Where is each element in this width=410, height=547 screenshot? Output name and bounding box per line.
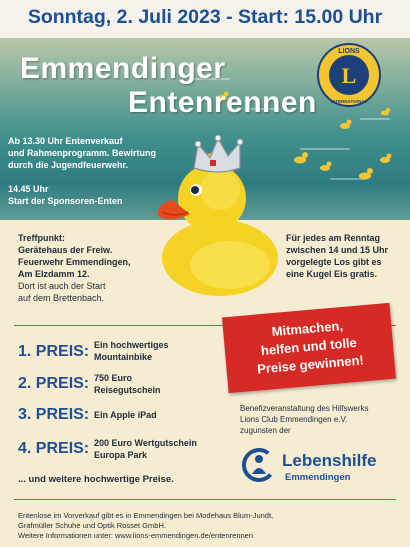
more-prizes-text: ... und weitere hochwertige Preise.	[18, 474, 174, 485]
prize-4-label: 4. PREIS:	[18, 440, 90, 457]
prize-3-desc: Ein Apple iPad	[94, 410, 157, 420]
prize-1-desc: Ein hochwertiges Mountainbike	[94, 340, 169, 362]
prize-2-label: 2. PREIS:	[18, 375, 90, 392]
svg-text:LIONS: LIONS	[338, 48, 360, 55]
sponsor-start-info: 14.45 Uhr Start der Sponsoren-Enten	[8, 184, 123, 206]
event-date-heading: Sonntag, 2. Juli 2023 - Start: 15.00 Uhr	[27, 6, 383, 28]
lebenshilfe-logo-icon	[242, 448, 276, 482]
website-link[interactable]: Weitere Informationen unter: www.lions-emmendingen.de/entenrennen	[18, 531, 253, 540]
title-line-2: Entenrennen	[128, 86, 317, 119]
meeting-point-info: Treffpunkt: Gerätehaus der Freiw. Feuerwehr Emmendingen, Am Elzdamm 12. Dort ist auch der Start auf dem Brettenbach.	[18, 233, 131, 303]
footer-info: Entenlose im Vorverkauf gibt es in Emmendingen bei Modehaus Blum-Jundt, Grafmüller Schuhe und Optik Rosset GmbH. Weitere Informationen unter: www.lions-emmendingen.de/entenrennen	[18, 511, 403, 541]
program-info: Ab 13.30 Uhr Entenverkauf und Rahmenprogramm. Bewirtung durch die Jugendfeuerwehr.	[8, 136, 157, 170]
svg-text:L: L	[341, 63, 357, 88]
charity-info: Benefizveranstaltung des Hilfswerks Lions Club Emmendingen e.V. zugunsten der	[240, 404, 369, 435]
callout-box: Mitmachen, helfen und tolle Preise gewinnen!	[222, 303, 396, 393]
rubber-duck-with-crown	[150, 130, 280, 298]
lebenshilfe-name: Lebenshilfe	[282, 451, 377, 470]
title-line-1: Emmendinger	[20, 52, 226, 85]
svg-text:INTERNATIONAL: INTERNATIONAL	[330, 99, 368, 104]
lions-club-logo	[316, 42, 382, 108]
free-ice-cream-info: Für jedes am Renntag zwischen 14 und 15 Uhr vorgelegte Los gibt es eine Kugel Eis gratis.	[286, 233, 389, 279]
prize-3-label: 3. PREIS:	[18, 406, 90, 423]
prize-1-label: 1. PREIS:	[18, 343, 90, 360]
prize-4-desc: 200 Euro Wertgutschein Europa Park	[94, 438, 197, 460]
footer-divider	[14, 499, 396, 500]
prize-2-desc: 750 Euro Reisegutschein	[94, 373, 161, 395]
lebenshilfe-location: Emmendingen	[285, 472, 351, 483]
